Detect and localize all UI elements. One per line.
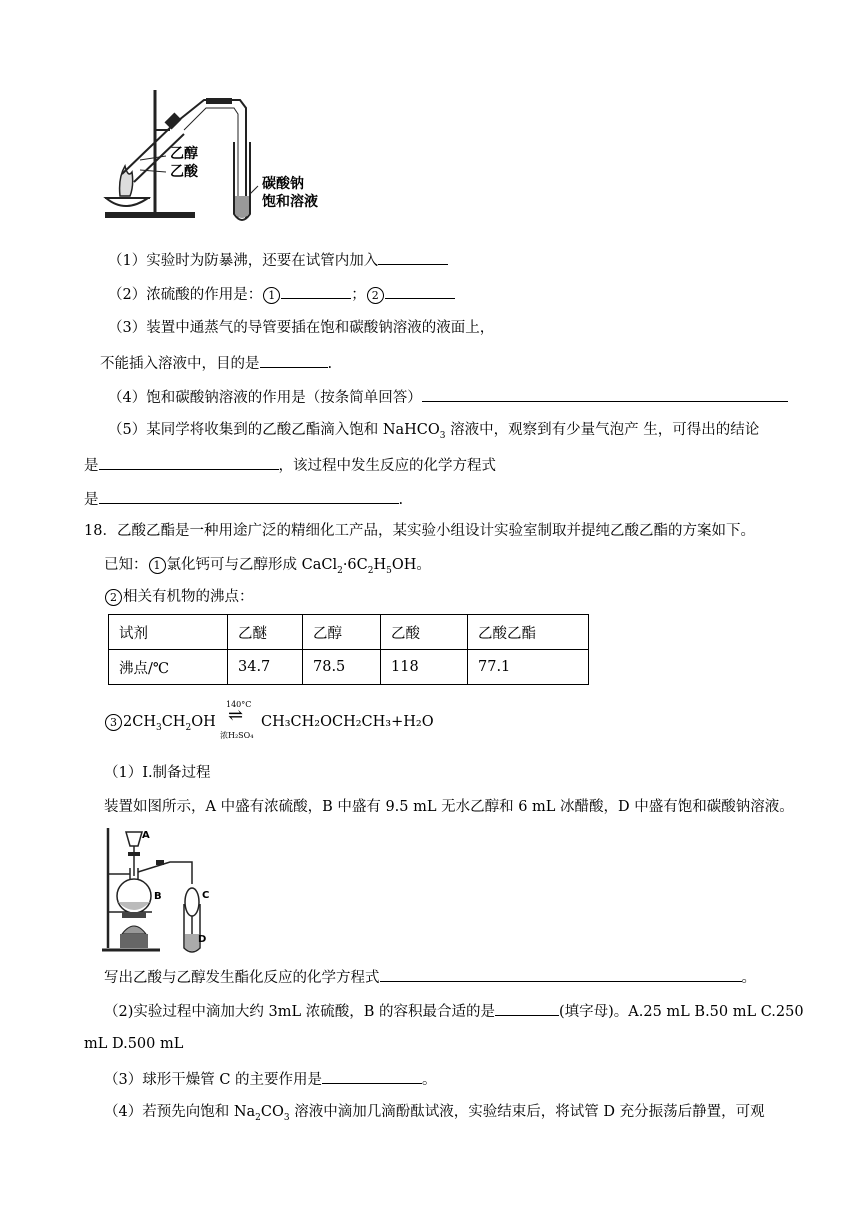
q17-part1-text: （1）实验时为防暴沸，还要在试管内加入 bbox=[108, 253, 379, 269]
q18-step2b: mL D.500 mL bbox=[84, 1036, 184, 1052]
q18-step1-desc: 装置如图所示，A 中盛有浓硫酸，B 中盛有 9.5 mL 无水乙醇和 6 mL 冰醋酸，D 中盛有饱和碳酸钠溶液。 bbox=[104, 799, 794, 815]
q17-part3b bbox=[100, 352, 332, 374]
q17-part5b-text: 是 bbox=[84, 458, 99, 474]
table-cell: 乙醚 bbox=[228, 615, 303, 650]
table-row bbox=[109, 615, 589, 650]
answer-blank[interactable] bbox=[422, 386, 788, 402]
step2-text: （2)实验过程中滴加大约 3mL 浓硫酸，B 的容积最合适的是 bbox=[104, 1004, 495, 1020]
table-cell: 118 bbox=[381, 650, 468, 685]
subscript: 2 bbox=[255, 1112, 261, 1123]
known1-text: 氯化钙可与乙醇形成 CaCl bbox=[166, 557, 338, 573]
known1-text4: OH。 bbox=[391, 557, 431, 573]
circled-number: 2 bbox=[367, 287, 384, 304]
answer-blank[interactable] bbox=[322, 1068, 422, 1084]
answer-blank[interactable] bbox=[99, 488, 399, 504]
table-cell: 77.1 bbox=[468, 650, 589, 685]
q18-step3 bbox=[104, 1068, 437, 1090]
fig2-label-d: D bbox=[198, 934, 207, 945]
step3-text: （3）球形干燥管 C 的主要作用是 bbox=[104, 1072, 323, 1088]
table-cell: 沸点/℃ bbox=[109, 650, 228, 685]
subscript: 3 bbox=[439, 430, 446, 441]
q17-part5a-text: （5）某同学将收集到的乙酸乙酯滴入饱和 NaHCO bbox=[108, 422, 440, 438]
answer-blank[interactable] bbox=[378, 249, 448, 265]
q17-part1 bbox=[108, 249, 448, 271]
period: . bbox=[327, 356, 333, 372]
separator: ； bbox=[351, 287, 366, 303]
subscript: 5 bbox=[386, 565, 392, 576]
answer-blank[interactable] bbox=[99, 454, 279, 470]
step4-text: （4）若预先向饱和 Na bbox=[104, 1104, 256, 1120]
q17-part5c-text: 是 bbox=[84, 492, 99, 508]
table-cell: 乙醇 bbox=[303, 615, 381, 650]
eq-right: CH₃CH₂OCH₂CH₃+H₂O bbox=[261, 714, 434, 730]
q18-known3-equation bbox=[104, 712, 216, 738]
subscript: 3 bbox=[155, 722, 162, 733]
q18-known1 bbox=[104, 555, 431, 581]
equation-prompt-text: 写出乙酸与乙醇发生酯化反应的化学方程式 bbox=[104, 970, 380, 986]
q18-step2a bbox=[104, 1000, 804, 1022]
step4-text2: CO bbox=[260, 1104, 284, 1120]
fig2-label-c: C bbox=[202, 890, 210, 901]
table-cell: 试剂 bbox=[109, 615, 228, 650]
fig1-label-reagent2: 乙酸 bbox=[170, 164, 198, 180]
subscript: 2 bbox=[337, 565, 343, 576]
q17-part5a-text2: 溶液中，观察到有少量气泡产 生，可得出的结论 bbox=[445, 422, 760, 438]
circled-number: 2 bbox=[105, 589, 122, 606]
circled-number: 1 bbox=[263, 287, 280, 304]
fig1-label-solution2: 饱和溶液 bbox=[262, 194, 318, 210]
table-cell: 34.7 bbox=[228, 650, 303, 685]
q18-step4 bbox=[104, 1102, 765, 1128]
answer-blank[interactable] bbox=[281, 283, 351, 299]
table-cell: 乙酸乙酯 bbox=[468, 615, 589, 650]
q17-part4 bbox=[108, 386, 788, 408]
fig2-label-b: B bbox=[154, 891, 162, 902]
boiling-point-table bbox=[108, 614, 589, 685]
answer-blank[interactable] bbox=[385, 283, 455, 299]
table-cell: 78.5 bbox=[303, 650, 381, 685]
q17-part3a: （3）装置中通蒸气的导管要插在饱和碳酸钠溶液的液面上， bbox=[108, 320, 495, 336]
eq-part: 2CH bbox=[123, 714, 156, 730]
q17-part5b-text2: ，该过程中发生反应的化学方程式 bbox=[278, 458, 496, 474]
known1-text2: ·6C bbox=[342, 557, 368, 573]
known-label: 已知： bbox=[104, 557, 148, 573]
answer-blank[interactable] bbox=[260, 352, 328, 368]
eq-arrow: ⇌ bbox=[228, 705, 244, 726]
q17-part3b-text: 不能插入溶液中，目的是 bbox=[100, 356, 260, 372]
answer-blank[interactable] bbox=[380, 966, 742, 982]
table-cell: 乙酸 bbox=[381, 615, 468, 650]
period: . bbox=[398, 492, 404, 508]
q17-part2 bbox=[108, 283, 455, 305]
q17-part2-text: （2）浓硫酸的作用是： bbox=[108, 287, 263, 303]
q17-part5a bbox=[108, 420, 759, 446]
period: 。 bbox=[422, 1072, 437, 1088]
subscript: 2 bbox=[367, 565, 374, 576]
step2-text2: (填字母)。A.25 mL B.50 mL C.250 bbox=[558, 1004, 804, 1020]
known2-text: 相关有机物的沸点： bbox=[123, 589, 254, 605]
q18-step1-equation-prompt bbox=[104, 966, 756, 988]
fig1-label-reagent1: 乙醇 bbox=[170, 146, 198, 162]
fig1-label-solution1: 碳酸钠 bbox=[262, 176, 304, 192]
eq-condition-top: 140°C bbox=[226, 700, 252, 709]
eq-part: CH bbox=[161, 714, 186, 730]
q18-known2 bbox=[104, 587, 254, 607]
table-row bbox=[109, 650, 589, 685]
eq-part: OH bbox=[191, 714, 216, 730]
circled-number: 3 bbox=[105, 714, 122, 731]
circled-number: 1 bbox=[149, 557, 166, 574]
q17-part5c bbox=[84, 488, 403, 510]
period: 。 bbox=[741, 970, 756, 986]
subscript: 3 bbox=[283, 1112, 290, 1123]
q18-intro: 18．乙酸乙酯是一种用途广泛的精细化工产品，某实验小组设计实验室制取并提纯乙酸乙酯的方案如下。 bbox=[84, 523, 755, 539]
known1-text3: H bbox=[373, 557, 387, 573]
answer-blank[interactable] bbox=[495, 1000, 559, 1016]
fig2-label-a: A bbox=[142, 830, 150, 841]
subscript: 2 bbox=[185, 722, 192, 733]
q18-step1-heading: （1）Ⅰ.制备过程 bbox=[104, 765, 211, 781]
eq-condition-bottom: 浓H₂SO₄ bbox=[220, 731, 254, 740]
step4-text3: 溶液中滴加几滴酚酞试液，实验结束后，将试管 D 充分振荡后静置，可观 bbox=[289, 1104, 765, 1120]
q17-part5b bbox=[84, 454, 496, 476]
q17-part4-text: （4）饱和碳酸钠溶液的作用是（按条简单回答） bbox=[108, 390, 422, 406]
